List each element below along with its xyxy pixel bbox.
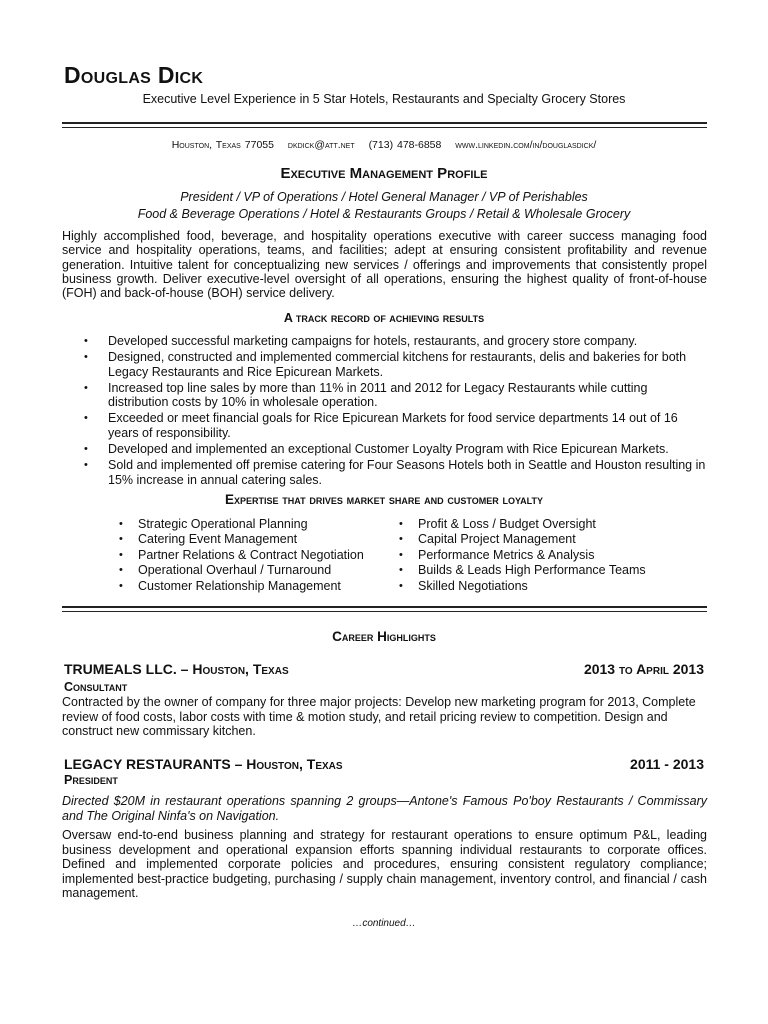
- profile-title: Executive Management Profile: [280, 165, 488, 182]
- expertise-list-right: [398, 517, 688, 594]
- contact-email[interactable]: dkdick@att.net: [287, 139, 355, 151]
- list-item: • Customer Relationship Management: [118, 579, 378, 594]
- company-name: TRUMEALS LLC. –: [64, 661, 193, 677]
- header-divider: [62, 122, 707, 128]
- list-item: • Skilled Negotiations: [398, 579, 688, 594]
- list-item: • Developed and implemented an exceptional Customer Loyalty Program with Rice Epicurean Markets.: [62, 442, 707, 456]
- list-item: • Exceeded or meet financial goals for Rice Epicurean Markets for food service departments 14 out of 16 years of responsibility.: [62, 411, 707, 440]
- contact-phone: (713) 478-6858: [368, 139, 442, 151]
- candidate-name: Douglas Dick: [64, 62, 204, 88]
- job-role: Consultant: [64, 680, 128, 694]
- career-title: Career Highlights: [332, 629, 436, 644]
- profile-roles-line-2: Food & Beverage Operations / Hotel & Restaurants Groups / Retail & Wholesale Grocery: [137, 207, 631, 221]
- list-item: • Partner Relations & Contract Negotiation: [118, 548, 378, 563]
- list-item: • Performance Metrics & Analysis: [398, 548, 688, 563]
- list-item: • Sold and implemented off premise catering for Four Seasons Hotels both in Seattle and Houston resulting in 15% increase in annual catering sales.: [62, 458, 707, 487]
- list-item: • Increased top line sales by more than 11% in 2011 and 2012 for Legacy Restaurants while cutting distribution costs by 10% in wholesale operation.: [62, 381, 707, 410]
- list-item: • Operational Overhaul / Turnaround: [118, 563, 378, 578]
- contact-website[interactable]: www.linkedin.com/in/douglasdick/: [455, 139, 597, 151]
- expertise-title: Expertise that drives market share and customer loyalty: [225, 492, 543, 507]
- job-highlight: Directed $20M in restaurant operations spanning 2 groups—Antone's Famous Po'boy Restaurants / Commissary and The Original Ninfa's on Navigation.: [62, 794, 707, 823]
- job-description: Contracted by the owner of company for three major projects: Develop new marketing program for 2013, Complete review of food costs, labor costs with time & motion study, and retail pricing review to competition. Design and construct new commissary kitchen.: [62, 695, 696, 739]
- job-dates: 2011 - 2013: [630, 756, 704, 772]
- list-item: • Developed successful marketing campaigns for hotels, restaurants, and grocery store company.: [62, 334, 707, 348]
- job-description: Oversaw end-to-end business planning and strategy for restaurant operations to ensure optimum P&L, leading business development and operational expansion efforts spanning individual restaurants to corporate offices. Defined and implemented corporate policies and procedures, ensuring consistent regulatory compliance; implemented best-practice budgeting, purchasing / supply chain management, inventory control, and financial / cash management.: [62, 828, 707, 901]
- job-role: President: [64, 773, 118, 787]
- track-record-list: [62, 334, 707, 489]
- list-item: • Strategic Operational Planning: [118, 517, 378, 532]
- track-record-title: A track record of achieving results: [283, 311, 485, 325]
- profile-roles-line-1: President / VP of Operations / Hotel General Manager / VP of Perishables: [180, 190, 588, 204]
- contact-line: [0, 139, 768, 151]
- list-item: • Profit & Loss / Budget Oversight: [398, 517, 688, 532]
- list-item: • Builds & Leads High Performance Teams: [398, 563, 688, 578]
- expertise-list-left: [118, 517, 378, 594]
- continued-note: …continued…: [352, 918, 416, 929]
- list-item: • Designed, constructed and implemented commercial kitchens for restaurants, delis and bakeries for both Legacy Restaurants and Rice Epicurean Markets.: [62, 350, 707, 379]
- tagline: Executive Level Experience in 5 Star Hotels, Restaurants and Specialty Grocery Stores: [142, 92, 626, 106]
- job-dates: 2013 to April 2013: [583, 661, 704, 677]
- company-location: Houston, Texas: [192, 661, 289, 677]
- list-item: • Catering Event Management: [118, 532, 378, 547]
- list-item: • Capital Project Management: [398, 532, 688, 547]
- job-company: [64, 661, 289, 677]
- profile-summary: Highly accomplished food, beverage, and hospitality operations executive with career success managing food service and hospitality operations, teams, and facilities; adept at ensuring consistent profitability and revenue generation. Intuitive talent for conceptualizing new services / offerings and improvements that consistently propel business growth. Deliver executive-level oversight of all operations, ensuring the highest quality of front-of-house (FOH) and back-of-house (BOH) service delivery.: [62, 229, 707, 301]
- company-location: Houston, Texas: [246, 756, 343, 772]
- job-company: [64, 756, 343, 772]
- company-name: LEGACY RESTAURANTS –: [64, 756, 247, 772]
- contact-location: Houston, Texas 77055: [171, 139, 274, 151]
- expertise-divider: [62, 606, 707, 612]
